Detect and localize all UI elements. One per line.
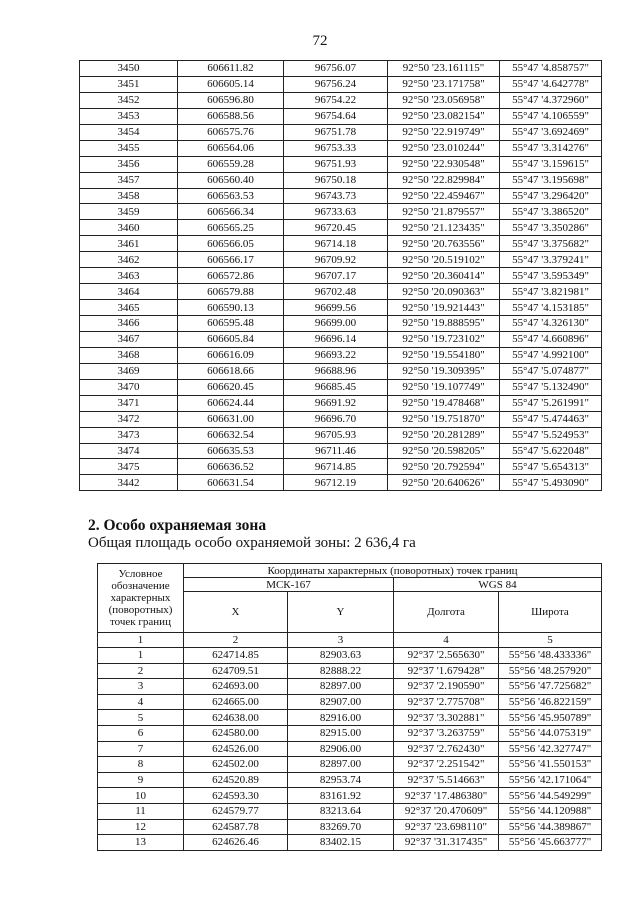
x-value: 624526.00 — [184, 741, 288, 757]
latitude-value: 55°56 '45.950789" — [499, 710, 602, 726]
table-row — [80, 92, 602, 108]
latitude-value: 55°47 '3.195698" — [500, 172, 602, 188]
latitude-value: 55°56 '42.171064" — [499, 772, 602, 788]
longitude-value: 92°50 '19.107749" — [388, 379, 500, 395]
point-number: 3474 — [80, 443, 178, 459]
latitude-value: 55°47 '4.153185" — [500, 300, 602, 316]
point-number: 3454 — [80, 124, 178, 140]
x-value: 606563.53 — [178, 188, 284, 204]
y-value: 96743.73 — [284, 188, 388, 204]
coordinates-table-1 — [79, 60, 602, 491]
x-header: X — [184, 592, 288, 633]
x-value: 606635.53 — [178, 443, 284, 459]
table-row — [80, 140, 602, 156]
x-value: 624709.51 — [184, 663, 288, 679]
latitude-value: 55°47 '3.159615" — [500, 156, 602, 172]
longitude-value: 92°50 '23.056958" — [388, 92, 500, 108]
latitude-value: 55°56 '41.550153" — [499, 757, 602, 773]
y-value: 96714.18 — [284, 236, 388, 252]
longitude-value: 92°50 '19.309395" — [388, 363, 500, 379]
latitude-value: 55°56 '48.257920" — [499, 663, 602, 679]
table-row — [98, 772, 602, 788]
x-value: 606631.54 — [178, 475, 284, 491]
latitude-value: 55°47 '3.379241" — [500, 252, 602, 268]
latitude-value: 55°47 '5.074877" — [500, 363, 602, 379]
table-row — [98, 819, 602, 835]
latitude-value: 55°47 '4.326130" — [500, 316, 602, 332]
latitude-value: 55°56 '45.663777" — [499, 835, 602, 851]
point-number: 8 — [98, 757, 184, 773]
longitude-value: 92°37 '1.679428" — [394, 663, 499, 679]
table-row — [98, 788, 602, 804]
point-number: 3450 — [80, 61, 178, 77]
longitude-value: 92°50 '23.082154" — [388, 108, 500, 124]
point-number: 5 — [98, 710, 184, 726]
latitude-value: 55°56 '44.075319" — [499, 725, 602, 741]
table-row — [80, 61, 602, 77]
table-row — [80, 443, 602, 459]
y-value: 96709.92 — [284, 252, 388, 268]
longitude-value: 92°50 '20.792594" — [388, 459, 500, 475]
x-value: 624693.00 — [184, 679, 288, 695]
point-number: 3458 — [80, 188, 178, 204]
longitude-value: 92°50 '21.879557" — [388, 204, 500, 220]
latitude-value: 55°47 '5.493090" — [500, 475, 602, 491]
x-value: 606636.52 — [178, 459, 284, 475]
longitude-value: 92°50 '20.360414" — [388, 268, 500, 284]
table-row — [80, 284, 602, 300]
x-value: 606560.40 — [178, 172, 284, 188]
y-value: 96754.22 — [284, 92, 388, 108]
longitude-value: 92°50 '22.829984" — [388, 172, 500, 188]
y-value: 96688.96 — [284, 363, 388, 379]
point-number: 3442 — [80, 475, 178, 491]
longitude-value: 92°50 '20.519102" — [388, 252, 500, 268]
x-value: 606605.84 — [178, 331, 284, 347]
longitude-value: 92°37 '20.470609" — [394, 803, 499, 819]
point-number: 1 — [98, 648, 184, 664]
longitude-value: 92°37 '2.565630" — [394, 648, 499, 664]
y-value: 96754.64 — [284, 108, 388, 124]
point-number: 2 — [98, 663, 184, 679]
y-value: 96720.45 — [284, 220, 388, 236]
y-value: 96696.70 — [284, 411, 388, 427]
latitude-value: 55°56 '48.433336" — [499, 648, 602, 664]
longitude-value: 92°37 '5.514663" — [394, 772, 499, 788]
table-row — [80, 204, 602, 220]
table-row — [80, 236, 602, 252]
x-value: 624579.77 — [184, 803, 288, 819]
table-row — [80, 188, 602, 204]
y-value: 96712.19 — [284, 475, 388, 491]
point-number: 3464 — [80, 284, 178, 300]
longitude-value: 92°37 '3.263759" — [394, 725, 499, 741]
y-value: 82953.74 — [288, 772, 394, 788]
x-value: 624638.00 — [184, 710, 288, 726]
y-value: 96702.48 — [284, 284, 388, 300]
y-value: 83161.92 — [288, 788, 394, 804]
latitude-value: 55°47 '5.261991" — [500, 395, 602, 411]
x-value: 606575.76 — [178, 124, 284, 140]
point-number: 3451 — [80, 76, 178, 92]
point-number: 3462 — [80, 252, 178, 268]
y-value: 96699.00 — [284, 316, 388, 332]
longitude-value: 92°50 '21.123435" — [388, 220, 500, 236]
latitude-value: 55°47 '5.654313" — [500, 459, 602, 475]
designation-header: Условное обозначение характерных (поворотных) точек границ — [98, 564, 184, 633]
x-value: 624502.00 — [184, 757, 288, 773]
longitude-value: 92°50 '19.554180" — [388, 347, 500, 363]
table-row — [98, 835, 602, 851]
x-value: 606590.13 — [178, 300, 284, 316]
point-number: 3459 — [80, 204, 178, 220]
coords-group-header: Координаты характерных (поворотных) точек границ — [184, 564, 602, 578]
longitude-value: 92°50 '22.930548" — [388, 156, 500, 172]
point-number: 3455 — [80, 140, 178, 156]
table-row — [80, 220, 602, 236]
x-value: 624593.30 — [184, 788, 288, 804]
longitude-value: 92°50 '22.459467" — [388, 188, 500, 204]
latitude-value: 55°47 '5.524953" — [500, 427, 602, 443]
longitude-value: 92°37 '17.486380" — [394, 788, 499, 804]
table-row — [98, 741, 602, 757]
x-value: 624587.78 — [184, 819, 288, 835]
x-value: 606624.44 — [178, 395, 284, 411]
longitude-value: 92°50 '19.478468" — [388, 395, 500, 411]
coordinates-table-2 — [97, 563, 602, 851]
point-number: 3470 — [80, 379, 178, 395]
x-value: 606579.88 — [178, 284, 284, 300]
wgs-header: WGS 84 — [394, 578, 602, 592]
y-value: 96691.92 — [284, 395, 388, 411]
x-value: 606566.34 — [178, 204, 284, 220]
point-number: 3456 — [80, 156, 178, 172]
point-number: 3471 — [80, 395, 178, 411]
x-value: 624626.46 — [184, 835, 288, 851]
table-row — [80, 459, 602, 475]
longitude-value: 92°37 '31.317435" — [394, 835, 499, 851]
table-row — [80, 363, 602, 379]
section-title: 2. Особо охраняемая зона — [88, 517, 267, 534]
table-row — [98, 663, 602, 679]
table-row — [98, 648, 602, 664]
latitude-value: 55°47 '4.858757" — [500, 61, 602, 77]
table-row — [98, 710, 602, 726]
longitude-value: 92°50 '22.919749" — [388, 124, 500, 140]
latitude-value: 55°47 '5.132490" — [500, 379, 602, 395]
y-value: 96714.85 — [284, 459, 388, 475]
latitude-value: 55°56 '47.725682" — [499, 679, 602, 695]
latitude-value: 55°56 '44.120988" — [499, 803, 602, 819]
y-value: 82907.00 — [288, 694, 394, 710]
y-value: 83213.64 — [288, 803, 394, 819]
y-value: 96753.33 — [284, 140, 388, 156]
table-row — [80, 76, 602, 92]
y-header: Y — [288, 592, 394, 633]
y-value: 82915.00 — [288, 725, 394, 741]
longitude-value: 92°50 '19.751870" — [388, 411, 500, 427]
longitude-value: 92°50 '20.090363" — [388, 284, 500, 300]
latitude-value: 55°47 '3.350286" — [500, 220, 602, 236]
table-row — [98, 679, 602, 695]
latitude-value: 55°47 '3.692469" — [500, 124, 602, 140]
point-number: 11 — [98, 803, 184, 819]
table-row — [98, 725, 602, 741]
longitude-value: 92°50 '19.921443" — [388, 300, 500, 316]
latitude-value: 55°56 '44.549299" — [499, 788, 602, 804]
table-row — [98, 694, 602, 710]
latitude-value: 55°47 '4.992100" — [500, 347, 602, 363]
point-number: 3473 — [80, 427, 178, 443]
y-value: 96751.78 — [284, 124, 388, 140]
y-value: 82903.63 — [288, 648, 394, 664]
point-number: 3467 — [80, 331, 178, 347]
longitude-value: 92°50 '20.763556" — [388, 236, 500, 252]
latitude-value: 55°47 '3.821981" — [500, 284, 602, 300]
y-value: 96750.18 — [284, 172, 388, 188]
longitude-value: 92°50 '20.598205" — [388, 443, 500, 459]
y-value: 82888.22 — [288, 663, 394, 679]
column-number: 2 — [184, 633, 288, 648]
page-number: 72 — [312, 33, 328, 49]
table-row — [80, 156, 602, 172]
point-number: 3452 — [80, 92, 178, 108]
longitude-value: 92°50 '23.161115" — [388, 61, 500, 77]
longitude-value: 92°50 '23.010244" — [388, 140, 500, 156]
x-value: 606588.56 — [178, 108, 284, 124]
latitude-value: 55°47 '4.372960" — [500, 92, 602, 108]
table-row — [80, 331, 602, 347]
point-number: 6 — [98, 725, 184, 741]
table-row — [80, 347, 602, 363]
table-row — [80, 411, 602, 427]
latitude-value: 55°47 '5.474463" — [500, 411, 602, 427]
column-number: 3 — [288, 633, 394, 648]
table-row — [80, 395, 602, 411]
longitude-value: 92°37 '2.775708" — [394, 694, 499, 710]
x-value: 606596.80 — [178, 92, 284, 108]
longitude-value: 92°37 '3.302881" — [394, 710, 499, 726]
latitude-value: 55°47 '4.642778" — [500, 76, 602, 92]
latitude-value: 55°47 '5.622048" — [500, 443, 602, 459]
msk-header: МСК-167 — [184, 578, 394, 592]
point-number: 13 — [98, 835, 184, 851]
point-number: 3463 — [80, 268, 178, 284]
longitude-value: 92°37 '2.251542" — [394, 757, 499, 773]
table-row — [80, 316, 602, 332]
latitude-value: 55°56 '44.389867" — [499, 819, 602, 835]
x-value: 606565.25 — [178, 220, 284, 236]
y-value: 82906.00 — [288, 741, 394, 757]
point-number: 3466 — [80, 316, 178, 332]
x-value: 606564.06 — [178, 140, 284, 156]
table-row — [80, 379, 602, 395]
x-value: 624520.89 — [184, 772, 288, 788]
y-value: 96711.46 — [284, 443, 388, 459]
latitude-value: 55°56 '46.822159" — [499, 694, 602, 710]
table-row — [80, 427, 602, 443]
y-value: 82897.00 — [288, 679, 394, 695]
y-value: 96756.24 — [284, 76, 388, 92]
x-value: 606595.48 — [178, 316, 284, 332]
point-number: 3453 — [80, 108, 178, 124]
point-number: 12 — [98, 819, 184, 835]
latitude-value: 55°47 '4.106559" — [500, 108, 602, 124]
x-value: 606632.54 — [178, 427, 284, 443]
y-value: 96707.17 — [284, 268, 388, 284]
point-number: 3 — [98, 679, 184, 695]
y-value: 82916.00 — [288, 710, 394, 726]
point-number: 9 — [98, 772, 184, 788]
point-number: 3469 — [80, 363, 178, 379]
longitude-value: 92°50 '23.171758" — [388, 76, 500, 92]
latitude-value: 55°47 '4.660896" — [500, 331, 602, 347]
area-text: Общая площадь особо охраняемой зоны: 2 636,4 га — [88, 535, 416, 551]
table-row — [80, 268, 602, 284]
table-row — [80, 475, 602, 491]
table-row — [98, 803, 602, 819]
x-value: 606566.05 — [178, 236, 284, 252]
x-value: 606566.17 — [178, 252, 284, 268]
point-number: 7 — [98, 741, 184, 757]
lon-header: Долгота — [394, 592, 499, 633]
longitude-value: 92°37 '23.698110" — [394, 819, 499, 835]
y-value: 83402.15 — [288, 835, 394, 851]
y-value: 82897.00 — [288, 757, 394, 773]
longitude-value: 92°50 '20.281289" — [388, 427, 500, 443]
latitude-value: 55°47 '3.296420" — [500, 188, 602, 204]
x-value: 606605.14 — [178, 76, 284, 92]
table-row — [98, 757, 602, 773]
table-row — [80, 124, 602, 140]
latitude-value: 55°47 '3.314276" — [500, 140, 602, 156]
point-number: 3468 — [80, 347, 178, 363]
table-row — [80, 300, 602, 316]
longitude-value: 92°50 '20.640626" — [388, 475, 500, 491]
x-value: 606611.82 — [178, 61, 284, 77]
y-value: 96699.56 — [284, 300, 388, 316]
point-number: 10 — [98, 788, 184, 804]
latitude-value: 55°47 '3.375682" — [500, 236, 602, 252]
column-number: 1 — [98, 633, 184, 648]
latitude-value: 55°47 '3.386520" — [500, 204, 602, 220]
x-value: 606620.45 — [178, 379, 284, 395]
point-number: 3475 — [80, 459, 178, 475]
point-number: 3472 — [80, 411, 178, 427]
table-row — [80, 172, 602, 188]
x-value: 606559.28 — [178, 156, 284, 172]
x-value: 606618.66 — [178, 363, 284, 379]
y-value: 96696.14 — [284, 331, 388, 347]
y-value: 96756.07 — [284, 61, 388, 77]
x-value: 606631.00 — [178, 411, 284, 427]
y-value: 96733.63 — [284, 204, 388, 220]
lat-header: Широта — [499, 592, 602, 633]
longitude-value: 92°37 '2.762430" — [394, 741, 499, 757]
x-value: 624580.00 — [184, 725, 288, 741]
y-value: 96705.93 — [284, 427, 388, 443]
x-value: 624665.00 — [184, 694, 288, 710]
point-number: 3460 — [80, 220, 178, 236]
point-number: 3461 — [80, 236, 178, 252]
longitude-value: 92°50 '19.723102" — [388, 331, 500, 347]
table-row — [80, 108, 602, 124]
point-number: 3457 — [80, 172, 178, 188]
longitude-value: 92°50 '19.888595" — [388, 316, 500, 332]
table-row — [80, 252, 602, 268]
x-value: 624714.85 — [184, 648, 288, 664]
x-value: 606616.09 — [178, 347, 284, 363]
y-value: 83269.70 — [288, 819, 394, 835]
y-value: 96751.93 — [284, 156, 388, 172]
latitude-value: 55°47 '3.595349" — [500, 268, 602, 284]
point-number: 3465 — [80, 300, 178, 316]
y-value: 96693.22 — [284, 347, 388, 363]
column-number: 5 — [499, 633, 602, 648]
longitude-value: 92°37 '2.190590" — [394, 679, 499, 695]
column-number: 4 — [394, 633, 499, 648]
latitude-value: 55°56 '42.327747" — [499, 741, 602, 757]
x-value: 606572.86 — [178, 268, 284, 284]
y-value: 96685.45 — [284, 379, 388, 395]
point-number: 4 — [98, 694, 184, 710]
